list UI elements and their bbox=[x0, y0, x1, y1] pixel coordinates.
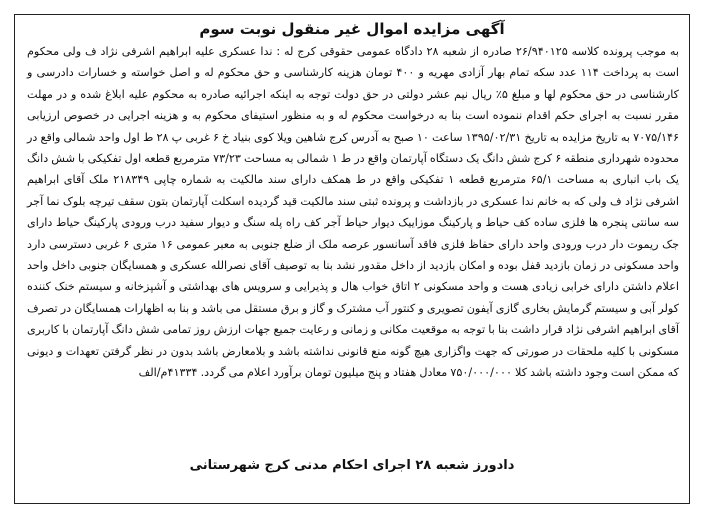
notice-title: آگهی مزایده اموال غیر منقول نوبت سوم bbox=[199, 20, 505, 38]
notice-signature: دادورز شعبه ۲۸ اجرای احکام مدنی کرج شهرستانی bbox=[189, 458, 515, 473]
notice-frame bbox=[14, 14, 690, 504]
notice-body: به موجب پرونده کلاسه ۲۶/۹۴۰۱۲۵ صادره از شعبه ۲۸ دادگاه عمومی حقوقی کرج له : ندا عسکری علیه ابراهیم اشرفی نژاد ف ولی محکوم است به پرداخت ۱۱۴ عدد سکه تمام بهار آزادی مهریه و ۴۰۰ تومان هزینه کارشناسی و حق محکوم له و اصل خواسته و خسارات دادرسی و کارشناسی در حق محکوم لها و مبلغ ۵٪ ریال نیم عشر دولتی در حق دولت توجه به اینکه اجرائیه صادره به محکوم علیه ابلاغ شده و در مهلت مقرر نسبت به اجرای حکم اقدام ننموده است بنا به درخواست محکوم له و به منظور استیفای محکوم به و هزینه اجرایی در خصوص ارزیابی ۷۰۷۵/۱۴۶ به تاریخ مزایده به تاریخ ۱۳۹۵/۰۲/۳۱ ساعت ۱۰ صبح به آدرس کرج شاهین ویلا کوی بنیاد خ ۶ غربی پ ۲۸ ط اول واحد شمالی واقع در محدوده شهرداری منطقه ۶ کرج شش دانگ یک دستگاه آپارتمان واقع در ط ۱ شمالی به مساحت ۷۳/۲۳ مترمربع قطعه اول تفکیکی با شش دانگ یک باب انباری به مساحت ۶۵/۱ مترمربع قطعه ۱ تفکیکی واقع در ط همکف دارای سند مالکیت به شماره چاپی ۲۱۸۳۴۹ ملک آقای ابراهیم اشرفی نژاد ف ولی که به خانم ندا عسکری در بازداشت و پرونده ثبتی سند مالکیت قید گردیده اسکلت آپارتمان بتون سقف تیرچه بلوک نما آجر سه سانتی پنجره ها فلزی ساده کف حیاط و پارکینگ موزاییک دیوار حیاط آجر کف راه پله سنگ و دیوار سفید درب ورودی پارکینگ حیاط دارای جک ریموت دار درب ورودی واحد دارای حفاظ فلزی فاقد آسانسور عرصه ملک از ضلع جنوبی به معبر عمومی ۱۶ متری ۶ غربی دسترسی دارد واحد مسکونی در زمان بازدید قفل بوده و امکان بازدید از داخل مقدور نشد بنا به توصیف آقای نصرالله عسکری و همسایگان جنوبی داخل واحد اعلام داشتن دارای خرابی زیادی هست و واحد مسکونی ۲ اتاق خواب هال و پذیرایی و سرویس های بهداشتی و آشپزخانه و سیستم خنک کننده کولر آبی و سیستم گرمایش بخاری گازی آیفون تصویری و کنتور آب مشترک و گاز و برق مستقل می باشد و بنا به اظهارات همسایگان در تصرف آقای ابراهیم اشرفی نژاد قرار داشت بنا با توجه به موقعیت مکانی و زمانی و رعایت جمیع جهات ارزش روز تمامی شش دانگ آپارتمان با کاربری مسکونی با کلیه ملحقات در صورتی که جهت واگزاری هیچ گونه منع قانونی نداشته باشد و بلامعارض باشد بدون در نظر گرفتن تعهدات و دیونی که ممکن است وجود داشته باشد کلا ۷۵۰/۰۰۰/۰۰۰ معادل هفتاد و پنج میلیون تومان برآورد اعلام می گردد. ۴۱۳۳۴م/الف bbox=[27, 45, 679, 380]
